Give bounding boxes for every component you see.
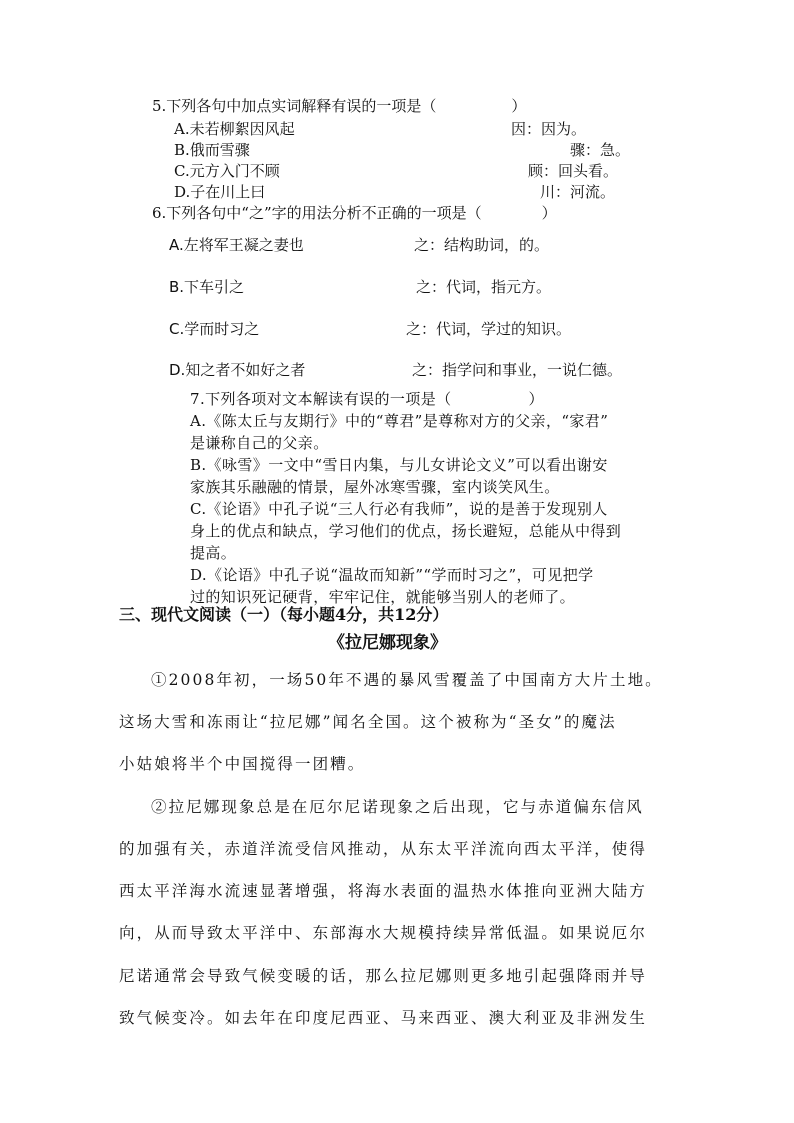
q7-option-b: B.《咏雪》一文中“雪日内集，与儿女讲论文义”可以看出谢安 [190,456,608,474]
passage-line: 致气候变冷。如去年在印度尼西亚、马来西亚、澳大利亚及非洲发生 [119,1009,648,1027]
q7-option-d-cont: 过的知识死记硬背，牢牢记住，就能够当别人的老师了。 [190,588,576,606]
section-heading: 三、现代文阅读（一）（每小题4分，共12分） [119,605,449,624]
passage-line: ②拉尼娜现象总是在厄尔尼诺现象之后出现，它与赤道偏东信风 [151,798,644,816]
q6-option-a: A.左将军王凝之妻也 [169,236,304,254]
passage-line: 西太平洋海水流速显著增强，将海水表面的温热水体推向亚洲大陆方 [119,882,648,900]
q6-gloss-b: 之：代词，指元方。 [416,278,552,296]
q7-stem: 7.下列各项对文本解读有误的一项是（ ） [190,390,544,408]
q6-option-c: C.学而时习之 [169,320,260,338]
passage-line: 小姑娘将半个中国搅得一团糟。 [119,755,366,773]
q5-gloss-b: 骤：急。 [570,141,631,159]
passage-line: ①2008年初，一场50年不遇的暴风雪覆盖了中国南方大片土地。 [151,671,663,689]
passage-line: 的加强有关，赤道洋流受信风推动，从东太平洋流向西太平洋，使得 [119,840,648,858]
q6-stem: 6.下列各句中“之”字的用法分析不正确的一项是（ ） [152,204,557,222]
q7-option-c: C.《论语》中孔子说“三人行必有我师”，说的是善于发现别人 [190,500,608,518]
q5-option-b: B.俄而雪骤 [174,141,250,159]
q5-option-c: C.元方入门不顾 [174,162,280,180]
q7-option-d: D.《论语》中孔子说“温故而知新”“学而时习之”，可见把学 [190,566,594,584]
passage-line: 这场大雪和冻雨让“拉尼娜”闻名全国。这个被称为“圣女”的魔法 [119,713,617,731]
q6-option-d: D.知之者不如好之者 [169,361,306,379]
q6-gloss-d: 之：指学问和事业，一说仁德。 [412,361,623,379]
q6-gloss-c: 之：代词，学过的知识。 [406,320,572,338]
passage-line: 尼诺通常会导致气候变暖的话，那么拉尼娜则更多地引起强降雨并导 [119,967,648,985]
q7-option-c-cont: 身上的优点和缺点，学习他们的优点，扬长避短，总能从中得到 [190,522,622,540]
q6-option-b: B.下车引之 [169,278,245,296]
q5-gloss-a: 因：因为。 [511,120,587,138]
q5-option-a: A.未若柳絮因风起 [174,120,295,138]
q7-option-b-cont: 家族其乐融融的情景，屋外冰寒雪骤，室内谈笑风生。 [190,478,560,496]
passage-title: 《拉尼娜现象》 [328,633,447,653]
q7-option-a: A.《陈太丘与友期行》中的“尊君”是尊称对方的父亲，“家君” [190,412,609,430]
q7-option-a-cont: 是谦称自己的父亲。 [190,434,329,452]
q5-gloss-c: 顾：回头看。 [528,162,619,180]
q5-option-d: D.子在川上曰 [174,183,266,201]
q5-gloss-d: 川：河流。 [540,183,616,201]
q6-gloss-a: 之：结构助词，的。 [414,236,550,254]
q5-stem: 5.下列各句中加点实词解释有误的一项是（ ） [152,97,527,115]
q7-option-c-cont2: 提高。 [190,544,237,562]
passage-line: 向，从而导致太平洋中、东部海水大规模持续异常低温。如果说厄尔 [119,924,648,942]
